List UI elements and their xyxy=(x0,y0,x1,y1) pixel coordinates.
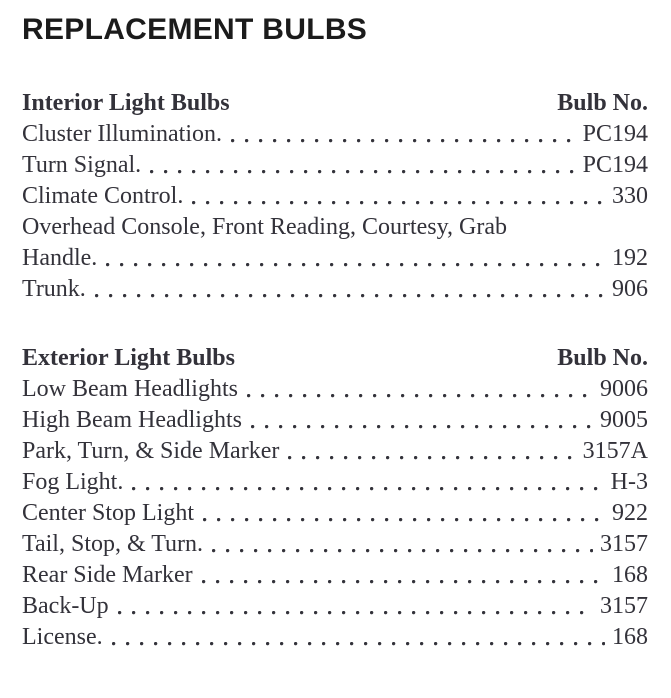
dot-leader xyxy=(249,405,593,436)
page-title: REPLACEMENT BULBS xyxy=(22,13,368,46)
bulb-row xyxy=(22,181,648,212)
bulb-number: 168 xyxy=(612,562,648,588)
bulb-section xyxy=(22,343,648,653)
bulb-row-label: Fog Light. xyxy=(22,469,124,495)
bulb-row-label: Turn Signal. xyxy=(22,152,142,178)
column-header: Bulb No. xyxy=(557,345,648,371)
bulb-number: 330 xyxy=(612,183,648,209)
bulb-number: 3157A xyxy=(582,438,648,464)
bulb-number: PC194 xyxy=(582,152,648,178)
bulb-section xyxy=(22,88,648,305)
bulb-row xyxy=(22,274,648,305)
dot-leader xyxy=(148,150,575,181)
bulb-row-label: Park, Turn, & Side Marker xyxy=(22,438,280,464)
bulb-number: 906 xyxy=(612,276,648,302)
bulb-number: PC194 xyxy=(582,121,648,147)
bulb-row xyxy=(22,405,648,436)
bulb-row-label: Center Stop Light xyxy=(22,500,194,526)
bulb-row-label: Cluster Illumination. xyxy=(22,121,222,147)
bulb-row xyxy=(22,467,648,498)
bulb-row-label: Climate Control. xyxy=(22,183,184,209)
bulb-row xyxy=(22,591,648,622)
dot-leader xyxy=(110,622,605,653)
bulb-number: 9006 xyxy=(600,376,648,402)
bulb-row xyxy=(22,119,648,150)
bulb-row-label: Back-Up xyxy=(22,593,109,619)
dot-leader xyxy=(190,181,605,212)
dot-leader xyxy=(229,119,576,150)
bulb-number: 3157 xyxy=(600,531,648,557)
dot-leader xyxy=(210,529,593,560)
dot-leader xyxy=(245,374,593,405)
section-heading: Interior Light Bulbs xyxy=(22,90,230,116)
bulb-row-label: Trunk. xyxy=(22,276,86,302)
dot-leader xyxy=(130,467,603,498)
bulb-number: 168 xyxy=(612,624,648,650)
bulb-number: 922 xyxy=(612,500,648,526)
bulb-row xyxy=(22,529,648,560)
dot-leader xyxy=(104,243,605,274)
bulb-number: H-3 xyxy=(610,469,648,495)
bulb-row-label-overflow: Overhead Console, Front Reading, Courtesy, Grab xyxy=(22,214,508,240)
bulb-row xyxy=(22,560,648,591)
section-header-row xyxy=(22,343,648,374)
bulb-row-label: Tail, Stop, & Turn. xyxy=(22,531,204,557)
dot-leader xyxy=(116,591,593,622)
bulb-row xyxy=(22,622,648,653)
bulb-row-label: Handle. xyxy=(22,245,98,271)
section-header-row xyxy=(22,88,648,119)
bulb-row-label: Low Beam Headlights xyxy=(22,376,238,402)
bulb-row xyxy=(22,243,648,274)
bulb-row xyxy=(22,150,648,181)
bulb-row-label: License. xyxy=(22,624,103,650)
dot-leader xyxy=(201,498,605,529)
bulb-row xyxy=(22,374,648,405)
section-heading: Exterior Light Bulbs xyxy=(22,345,235,371)
dot-leader xyxy=(93,274,605,305)
bulb-number: 192 xyxy=(612,245,648,271)
column-header: Bulb No. xyxy=(557,90,648,116)
dot-leader xyxy=(200,560,605,591)
bulb-row-label: Rear Side Marker xyxy=(22,562,193,588)
dot-leader xyxy=(286,436,575,467)
bulb-number: 3157 xyxy=(600,593,648,619)
bulb-number: 9005 xyxy=(600,407,648,433)
bulb-section-list xyxy=(22,88,648,653)
bulb-row xyxy=(22,436,648,467)
bulb-row xyxy=(22,498,648,529)
bulb-row-label: High Beam Headlights xyxy=(22,407,242,433)
